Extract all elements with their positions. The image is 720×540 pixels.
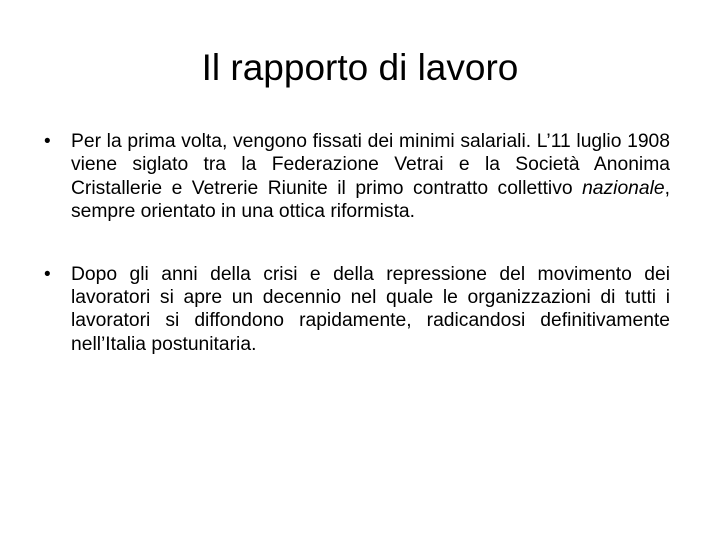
- bullet-item: [44, 263, 670, 357]
- bullet-text: [71, 131, 670, 222]
- bullet-text-part: , sempre orientato in una ottica riformista.: [71, 177, 670, 223]
- bullet-item: [44, 130, 670, 224]
- bullet-text: Dopo gli anni della crisi e della repressione del movimento dei lavoratori si apre un decennio nel quale le organizzazioni di tutti i lavoratori si diffondono rapidamente, radicandosi definitivamente nell’Italia postunitaria.: [71, 263, 670, 355]
- bullet-marker-icon: •: [44, 131, 51, 152]
- bullet-text-part: Per la prima volta, vengono fissati dei minimi salariali. L’11 luglio 1908 viene siglato tra la Federazione Vetrai e la Società Anonima Cristallerie e Vetrerie Riunite il primo contratto collettivo: [71, 131, 670, 199]
- bullet-marker-icon: •: [44, 263, 51, 285]
- slide-title: Il rapporto di lavoro: [201, 47, 519, 88]
- bullet-emphasis: nazionale: [582, 177, 665, 199]
- bullet-list: [44, 130, 670, 356]
